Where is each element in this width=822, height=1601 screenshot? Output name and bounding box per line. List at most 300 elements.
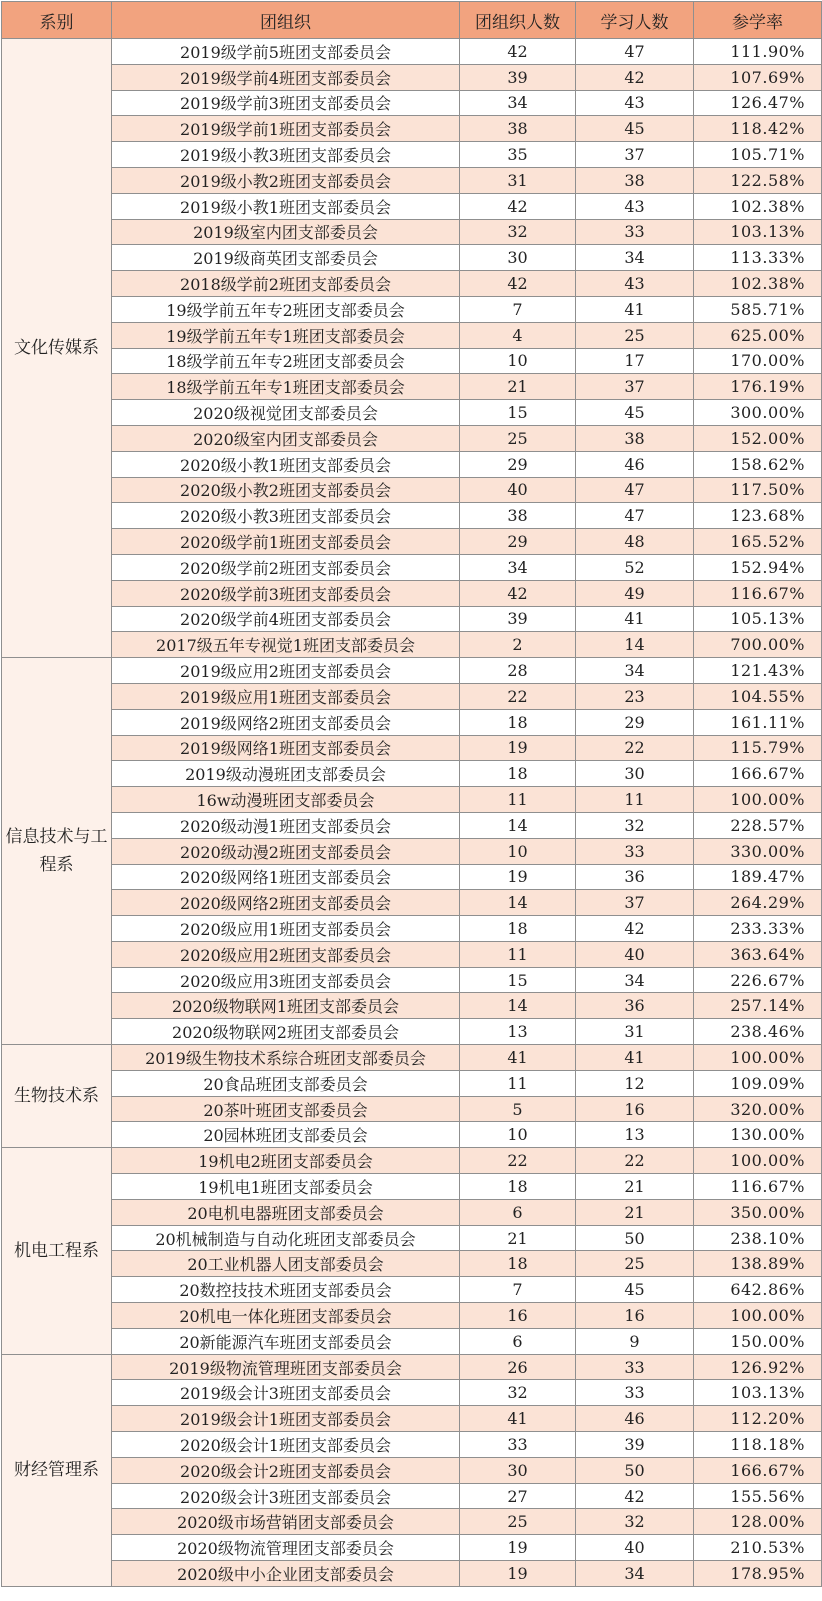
study-count-cell: 38 — [576, 167, 694, 193]
department-cell: 机电工程系 — [2, 1148, 112, 1354]
organization-cell: 2019级网络2班团支部委员会 — [112, 709, 460, 735]
study-count-cell: 34 — [576, 245, 694, 271]
study-count-cell: 42 — [576, 64, 694, 90]
study-count-cell: 47 — [576, 39, 694, 65]
participation-rate-cell: 226.67% — [694, 967, 822, 993]
study-count-cell: 14 — [576, 632, 694, 658]
organization-cell: 2020级会计2班团支部委员会 — [112, 1457, 460, 1483]
table-row — [2, 1045, 822, 1071]
participation-rate-cell: 100.00% — [694, 1303, 822, 1329]
member-count-cell: 32 — [460, 219, 576, 245]
organization-cell: 2019级应用1班团支部委员会 — [112, 683, 460, 709]
department-cell: 生物技术系 — [2, 1045, 112, 1148]
member-count-cell: 11 — [460, 941, 576, 967]
table-row — [2, 735, 822, 761]
organization-cell: 2019级学前4班团支部委员会 — [112, 64, 460, 90]
member-count-cell: 11 — [460, 1070, 576, 1096]
participation-table-container — [1, 1, 821, 1599]
participation-rate-cell: 228.57% — [694, 812, 822, 838]
member-count-cell: 25 — [460, 425, 576, 451]
participation-rate-cell: 115.79% — [694, 735, 822, 761]
member-count-cell: 15 — [460, 400, 576, 426]
participation-rate-cell: 625.00% — [694, 322, 822, 348]
member-count-cell: 40 — [460, 477, 576, 503]
organization-cell: 20新能源汽车班团支部委员会 — [112, 1328, 460, 1354]
table-row — [2, 1199, 822, 1225]
participation-rate-cell: 118.42% — [694, 116, 822, 142]
department-cell: 文化传媒系 — [2, 39, 112, 658]
member-count-cell: 10 — [460, 1122, 576, 1148]
participation-rate-cell: 103.13% — [694, 219, 822, 245]
table-row — [2, 1328, 822, 1354]
member-count-cell: 7 — [460, 1277, 576, 1303]
member-count-cell: 5 — [460, 1096, 576, 1122]
member-count-cell: 18 — [460, 916, 576, 942]
table-row — [2, 219, 822, 245]
organization-cell: 2020级小教1班团支部委员会 — [112, 451, 460, 477]
member-count-cell: 21 — [460, 374, 576, 400]
table-row — [2, 554, 822, 580]
study-count-cell: 16 — [576, 1096, 694, 1122]
member-count-cell: 10 — [460, 838, 576, 864]
participation-rate-cell: 150.00% — [694, 1328, 822, 1354]
participation-rate-cell: 176.19% — [694, 374, 822, 400]
member-count-cell: 18 — [460, 709, 576, 735]
participation-rate-cell: 161.11% — [694, 709, 822, 735]
table-row — [2, 451, 822, 477]
participation-rate-cell: 102.38% — [694, 193, 822, 219]
participation-rate-cell: 104.55% — [694, 683, 822, 709]
table-row — [2, 116, 822, 142]
member-count-cell: 19 — [460, 1561, 576, 1587]
member-count-cell: 25 — [460, 1509, 576, 1535]
table-row — [2, 90, 822, 116]
study-count-cell: 47 — [576, 477, 694, 503]
table-row — [2, 580, 822, 606]
table-row — [2, 1535, 822, 1561]
study-count-cell: 9 — [576, 1328, 694, 1354]
study-count-cell: 11 — [576, 787, 694, 813]
study-count-cell: 49 — [576, 580, 694, 606]
organization-cell: 20数控技技术班团支部委员会 — [112, 1277, 460, 1303]
member-count-cell: 42 — [460, 39, 576, 65]
participation-table — [1, 1, 822, 1587]
participation-rate-cell: 152.00% — [694, 425, 822, 451]
member-count-cell: 33 — [460, 1432, 576, 1458]
organization-cell: 2020级动漫1班团支部委员会 — [112, 812, 460, 838]
table-row — [2, 1225, 822, 1251]
organization-cell: 20电机电器班团支部委员会 — [112, 1199, 460, 1225]
organization-cell: 2017级五年专视觉1班团支部委员会 — [112, 632, 460, 658]
participation-rate-cell: 100.00% — [694, 1045, 822, 1071]
member-count-cell: 4 — [460, 322, 576, 348]
organization-cell: 2019级小教2班团支部委员会 — [112, 167, 460, 193]
organization-cell: 18级学前五年专1班团支部委员会 — [112, 374, 460, 400]
table-row — [2, 1432, 822, 1458]
table-row — [2, 1483, 822, 1509]
department-cell: 财经管理系 — [2, 1354, 112, 1586]
organization-cell: 2020级动漫2班团支部委员会 — [112, 838, 460, 864]
participation-rate-cell: 264.29% — [694, 890, 822, 916]
participation-rate-cell: 122.58% — [694, 167, 822, 193]
table-row — [2, 709, 822, 735]
study-count-cell: 47 — [576, 503, 694, 529]
member-count-cell: 10 — [460, 348, 576, 374]
member-count-cell: 41 — [460, 1045, 576, 1071]
organization-cell: 20茶叶班团支部委员会 — [112, 1096, 460, 1122]
table-row — [2, 1509, 822, 1535]
study-count-cell: 40 — [576, 941, 694, 967]
study-count-cell: 21 — [576, 1199, 694, 1225]
member-count-cell: 2 — [460, 632, 576, 658]
participation-rate-cell: 102.38% — [694, 271, 822, 297]
member-count-cell: 21 — [460, 1225, 576, 1251]
organization-cell: 2020级会计3班团支部委员会 — [112, 1483, 460, 1509]
organization-cell: 18级学前五年专2班团支部委员会 — [112, 348, 460, 374]
member-count-cell: 27 — [460, 1483, 576, 1509]
participation-rate-cell: 116.67% — [694, 580, 822, 606]
participation-rate-cell: 642.86% — [694, 1277, 822, 1303]
study-count-cell: 37 — [576, 890, 694, 916]
organization-cell: 2019级会计1班团支部委员会 — [112, 1406, 460, 1432]
participation-rate-cell: 103.13% — [694, 1380, 822, 1406]
study-count-cell: 36 — [576, 864, 694, 890]
organization-cell: 2019级会计3班团支部委员会 — [112, 1380, 460, 1406]
table-row — [2, 1303, 822, 1329]
organization-cell: 2020级应用3班团支部委员会 — [112, 967, 460, 993]
study-count-cell: 45 — [576, 1277, 694, 1303]
table-row — [2, 1561, 822, 1587]
participation-rate-cell: 189.47% — [694, 864, 822, 890]
table-row — [2, 39, 822, 65]
organization-cell: 2020级学前1班团支部委员会 — [112, 529, 460, 555]
member-count-cell: 39 — [460, 64, 576, 90]
study-count-cell: 33 — [576, 1380, 694, 1406]
table-row — [2, 142, 822, 168]
study-count-cell: 23 — [576, 683, 694, 709]
organization-cell: 2019级动漫班团支部委员会 — [112, 761, 460, 787]
header-participation-rate: 参学率 — [694, 2, 822, 39]
study-count-cell: 52 — [576, 554, 694, 580]
study-count-cell: 12 — [576, 1070, 694, 1096]
participation-rate-cell: 128.00% — [694, 1509, 822, 1535]
organization-cell: 2020级视觉团支部委员会 — [112, 400, 460, 426]
member-count-cell: 28 — [460, 658, 576, 684]
study-count-cell: 32 — [576, 812, 694, 838]
study-count-cell: 38 — [576, 425, 694, 451]
table-row — [2, 193, 822, 219]
study-count-cell: 41 — [576, 296, 694, 322]
study-count-cell: 30 — [576, 761, 694, 787]
participation-rate-cell: 320.00% — [694, 1096, 822, 1122]
member-count-cell: 42 — [460, 580, 576, 606]
member-count-cell: 19 — [460, 864, 576, 890]
header-department: 系别 — [2, 2, 112, 39]
member-count-cell: 18 — [460, 1251, 576, 1277]
member-count-cell: 31 — [460, 167, 576, 193]
study-count-cell: 22 — [576, 735, 694, 761]
member-count-cell: 34 — [460, 554, 576, 580]
organization-cell: 2020级应用1班团支部委员会 — [112, 916, 460, 942]
member-count-cell: 30 — [460, 1457, 576, 1483]
member-count-cell: 38 — [460, 503, 576, 529]
table-row — [2, 1019, 822, 1045]
member-count-cell: 32 — [460, 1380, 576, 1406]
organization-cell: 19机电2班团支部委员会 — [112, 1148, 460, 1174]
study-count-cell: 50 — [576, 1225, 694, 1251]
member-count-cell: 6 — [460, 1199, 576, 1225]
study-count-cell: 31 — [576, 1019, 694, 1045]
study-count-cell: 33 — [576, 219, 694, 245]
table-row — [2, 993, 822, 1019]
table-row — [2, 864, 822, 890]
study-count-cell: 13 — [576, 1122, 694, 1148]
organization-cell: 2020级学前2班团支部委员会 — [112, 554, 460, 580]
participation-rate-cell: 109.09% — [694, 1070, 822, 1096]
table-row — [2, 812, 822, 838]
organization-cell: 2018级学前2班团支部委员会 — [112, 271, 460, 297]
study-count-cell: 42 — [576, 916, 694, 942]
study-count-cell: 46 — [576, 1406, 694, 1432]
organization-cell: 2019级小教3班团支部委员会 — [112, 142, 460, 168]
participation-rate-cell: 330.00% — [694, 838, 822, 864]
study-count-cell: 45 — [576, 400, 694, 426]
organization-cell: 20工业机器人团支部委员会 — [112, 1251, 460, 1277]
study-count-cell: 43 — [576, 271, 694, 297]
participation-rate-cell: 112.20% — [694, 1406, 822, 1432]
organization-cell: 2020级市场营销团支部委员会 — [112, 1509, 460, 1535]
participation-rate-cell: 118.18% — [694, 1432, 822, 1458]
member-count-cell: 18 — [460, 761, 576, 787]
table-row — [2, 890, 822, 916]
member-count-cell: 13 — [460, 1019, 576, 1045]
study-count-cell: 48 — [576, 529, 694, 555]
study-count-cell: 34 — [576, 967, 694, 993]
participation-rate-cell: 166.67% — [694, 1457, 822, 1483]
organization-cell: 2019级学前1班团支部委员会 — [112, 116, 460, 142]
member-count-cell: 6 — [460, 1328, 576, 1354]
member-count-cell: 7 — [460, 296, 576, 322]
study-count-cell: 34 — [576, 1561, 694, 1587]
study-count-cell: 41 — [576, 606, 694, 632]
study-count-cell: 41 — [576, 1045, 694, 1071]
study-count-cell: 33 — [576, 1354, 694, 1380]
participation-rate-cell: 210.53% — [694, 1535, 822, 1561]
member-count-cell: 14 — [460, 993, 576, 1019]
participation-rate-cell: 178.95% — [694, 1561, 822, 1587]
organization-cell: 2020级应用2班团支部委员会 — [112, 941, 460, 967]
member-count-cell: 22 — [460, 683, 576, 709]
organization-cell: 19级学前五年专2班团支部委员会 — [112, 296, 460, 322]
organization-cell: 2019级物流管理班团支部委员会 — [112, 1354, 460, 1380]
table-row — [2, 322, 822, 348]
study-count-cell: 37 — [576, 142, 694, 168]
participation-rate-cell: 117.50% — [694, 477, 822, 503]
table-row — [2, 761, 822, 787]
organization-cell: 20食品班团支部委员会 — [112, 1070, 460, 1096]
member-count-cell: 42 — [460, 193, 576, 219]
member-count-cell: 15 — [460, 967, 576, 993]
participation-rate-cell: 138.89% — [694, 1251, 822, 1277]
participation-rate-cell: 113.33% — [694, 245, 822, 271]
participation-rate-cell: 165.52% — [694, 529, 822, 555]
study-count-cell: 29 — [576, 709, 694, 735]
participation-rate-cell: 155.56% — [694, 1483, 822, 1509]
organization-cell: 2020级学前3班团支部委员会 — [112, 580, 460, 606]
participation-rate-cell: 100.00% — [694, 1148, 822, 1174]
table-row — [2, 503, 822, 529]
table-row — [2, 1070, 822, 1096]
study-count-cell: 42 — [576, 1483, 694, 1509]
header-organization: 团组织 — [112, 2, 460, 39]
study-count-cell: 46 — [576, 451, 694, 477]
participation-rate-cell: 257.14% — [694, 993, 822, 1019]
member-count-cell: 30 — [460, 245, 576, 271]
organization-cell: 2020级物联网1班团支部委员会 — [112, 993, 460, 1019]
organization-cell: 2019级网络1班团支部委员会 — [112, 735, 460, 761]
participation-rate-cell: 107.69% — [694, 64, 822, 90]
organization-cell: 2019级学前5班团支部委员会 — [112, 39, 460, 65]
table-row — [2, 916, 822, 942]
organization-cell: 2019级小教1班团支部委员会 — [112, 193, 460, 219]
study-count-cell: 25 — [576, 322, 694, 348]
participation-rate-cell: 111.90% — [694, 39, 822, 65]
table-row — [2, 941, 822, 967]
participation-rate-cell: 152.94% — [694, 554, 822, 580]
department-cell: 信息技术与工程系 — [2, 658, 112, 1045]
table-row — [2, 296, 822, 322]
participation-rate-cell: 238.10% — [694, 1225, 822, 1251]
organization-cell: 20机电一体化班团支部委员会 — [112, 1303, 460, 1329]
member-count-cell: 29 — [460, 529, 576, 555]
study-count-cell: 32 — [576, 1509, 694, 1535]
organization-cell: 2019级学前3班团支部委员会 — [112, 90, 460, 116]
table-row — [2, 838, 822, 864]
member-count-cell: 42 — [460, 271, 576, 297]
participation-rate-cell: 170.00% — [694, 348, 822, 374]
table-row — [2, 400, 822, 426]
organization-cell: 2020级网络1班团支部委员会 — [112, 864, 460, 890]
study-count-cell: 21 — [576, 1174, 694, 1200]
table-row — [2, 1148, 822, 1174]
participation-rate-cell: 166.67% — [694, 761, 822, 787]
organization-cell: 2020级中小企业团支部委员会 — [112, 1561, 460, 1587]
table-row — [2, 1354, 822, 1380]
participation-rate-cell: 300.00% — [694, 400, 822, 426]
study-count-cell: 37 — [576, 374, 694, 400]
table-row — [2, 348, 822, 374]
participation-rate-cell: 116.67% — [694, 1174, 822, 1200]
member-count-cell: 41 — [460, 1406, 576, 1432]
table-row — [2, 1251, 822, 1277]
participation-rate-cell: 585.71% — [694, 296, 822, 322]
table-row — [2, 787, 822, 813]
table-row — [2, 632, 822, 658]
organization-cell: 2019级商英团支部委员会 — [112, 245, 460, 271]
organization-cell: 2020级物联网2班团支部委员会 — [112, 1019, 460, 1045]
table-row — [2, 683, 822, 709]
organization-cell: 19机电1班团支部委员会 — [112, 1174, 460, 1200]
study-count-cell: 22 — [576, 1148, 694, 1174]
member-count-cell: 18 — [460, 1174, 576, 1200]
participation-rate-cell: 233.33% — [694, 916, 822, 942]
member-count-cell: 14 — [460, 812, 576, 838]
table-row — [2, 425, 822, 451]
organization-cell: 2020级物流管理团支部委员会 — [112, 1535, 460, 1561]
header-row — [2, 2, 822, 39]
participation-rate-cell: 100.00% — [694, 787, 822, 813]
member-count-cell: 16 — [460, 1303, 576, 1329]
table-row — [2, 1174, 822, 1200]
study-count-cell: 33 — [576, 838, 694, 864]
organization-cell: 19级学前五年专1班团支部委员会 — [112, 322, 460, 348]
organization-cell: 2019级生物技术系综合班团支部委员会 — [112, 1045, 460, 1071]
member-count-cell: 34 — [460, 90, 576, 116]
table-row — [2, 529, 822, 555]
table-row — [2, 1406, 822, 1432]
table-row — [2, 1380, 822, 1406]
table-row — [2, 64, 822, 90]
table-row — [2, 606, 822, 632]
table-row — [2, 167, 822, 193]
participation-rate-cell: 238.46% — [694, 1019, 822, 1045]
study-count-cell: 39 — [576, 1432, 694, 1458]
member-count-cell: 29 — [460, 451, 576, 477]
participation-rate-cell: 700.00% — [694, 632, 822, 658]
organization-cell: 2019级应用2班团支部委员会 — [112, 658, 460, 684]
header-member-count: 团组织人数 — [460, 2, 576, 39]
participation-rate-cell: 105.71% — [694, 142, 822, 168]
table-row — [2, 271, 822, 297]
participation-rate-cell: 126.92% — [694, 1354, 822, 1380]
organization-cell: 2020级小教3班团支部委员会 — [112, 503, 460, 529]
organization-cell: 2019级室内团支部委员会 — [112, 219, 460, 245]
member-count-cell: 39 — [460, 606, 576, 632]
study-count-cell: 34 — [576, 658, 694, 684]
organization-cell: 20园林班团支部委员会 — [112, 1122, 460, 1148]
participation-rate-cell: 350.00% — [694, 1199, 822, 1225]
table-row — [2, 245, 822, 271]
table-row — [2, 477, 822, 503]
study-count-cell: 25 — [576, 1251, 694, 1277]
member-count-cell: 22 — [460, 1148, 576, 1174]
study-count-cell: 43 — [576, 90, 694, 116]
table-row — [2, 1096, 822, 1122]
table-row — [2, 374, 822, 400]
header-study-count: 学习人数 — [576, 2, 694, 39]
member-count-cell: 19 — [460, 1535, 576, 1561]
participation-rate-cell: 130.00% — [694, 1122, 822, 1148]
study-count-cell: 45 — [576, 116, 694, 142]
participation-rate-cell: 123.68% — [694, 503, 822, 529]
table-row — [2, 1122, 822, 1148]
member-count-cell: 19 — [460, 735, 576, 761]
member-count-cell: 11 — [460, 787, 576, 813]
study-count-cell: 43 — [576, 193, 694, 219]
member-count-cell: 14 — [460, 890, 576, 916]
participation-rate-cell: 126.47% — [694, 90, 822, 116]
study-count-cell: 50 — [576, 1457, 694, 1483]
organization-cell: 2020级会计1班团支部委员会 — [112, 1432, 460, 1458]
member-count-cell: 35 — [460, 142, 576, 168]
study-count-cell: 16 — [576, 1303, 694, 1329]
study-count-cell: 40 — [576, 1535, 694, 1561]
member-count-cell: 38 — [460, 116, 576, 142]
participation-rate-cell: 158.62% — [694, 451, 822, 477]
table-row — [2, 1457, 822, 1483]
participation-rate-cell: 363.64% — [694, 941, 822, 967]
study-count-cell: 17 — [576, 348, 694, 374]
